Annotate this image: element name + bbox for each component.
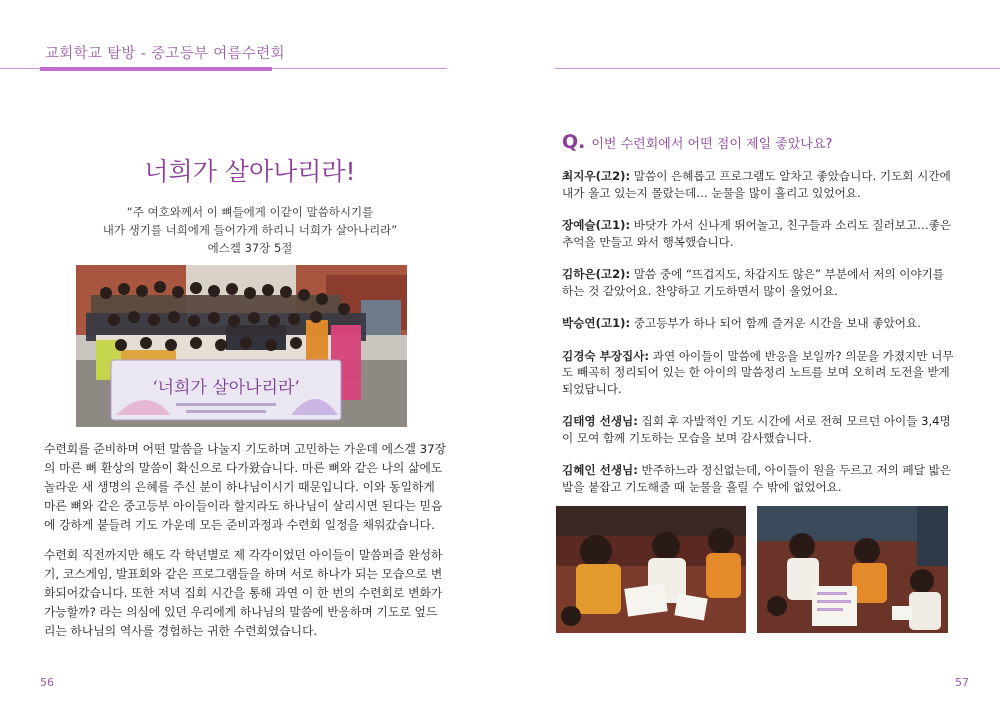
answer-name: 김하은(고2): bbox=[562, 267, 631, 281]
answer-name: 장예슬(고1): bbox=[562, 218, 631, 232]
answer-text: 말씀이 은혜롭고 프로그램도 알차고 좋았습니다. 기도회 시간에 내가 울고 있는지 몰랐는데… 눈물을 많이 흘리고 있었어요. bbox=[562, 169, 951, 200]
body-paragraph-1: 수련회를 준비하며 어떤 말씀을 나눌지 기도하며 고민하는 가운데 에스겔 37장의 마른 뼈 환상의 말씀이 확신으로 다가왔습니다. 마른 뼈와 같은 나의 삶에도 놀라운 새 생명의 은혜를 주신 분이 하나님이시기 때문입니다. 이와 동일하게 마른 뼈와 같은 중고등부 아이들이라 할지라도 하나님이 살리시면 된다는 믿음에 강하게 붙들려 기도 가운데 모든 준비과정과 수련회 일정을 채워갔습니다. bbox=[44, 442, 447, 532]
answer-item bbox=[562, 348, 954, 398]
banner-text: ‘너희가 살아나리라’ bbox=[152, 378, 300, 398]
answer-item bbox=[562, 315, 954, 332]
answer-text: 중고등부가 하나 되어 함께 즐거운 시간을 보내 좋았어요. bbox=[630, 316, 921, 330]
answer-text: 반주하느라 정신없는데, 아이들이 원을 두르고 저의 페달 밟은 발을 붙잡고 기도해줄 때 눈물을 흘릴 수 밖에 없었어요. bbox=[562, 463, 952, 494]
activity-photo-2 bbox=[757, 506, 948, 633]
answer-text: 말씀 중에 “뜨겁지도, 차갑지도 않은” 부분에서 저의 이야기를 하는 것 같았어요. 찬양하고 기도하면서 많이 울었어요. bbox=[562, 267, 945, 298]
scripture-quote bbox=[0, 203, 500, 257]
question-heading bbox=[562, 133, 832, 152]
answer-item bbox=[562, 217, 954, 250]
answer-name: 김태영 선생님: bbox=[562, 414, 638, 428]
scripture-line-1: “주 여호와께서 이 뼈들에게 이같이 말씀하시기를 bbox=[126, 205, 374, 219]
scripture-reference: 에스겔 37장 5절 bbox=[207, 241, 293, 255]
answer-name: 김경숙 부장집사: bbox=[562, 348, 650, 363]
page-number: 56 bbox=[40, 676, 54, 689]
page-number: 57 bbox=[955, 676, 969, 689]
answer-item bbox=[562, 266, 954, 299]
activity-photo-1 bbox=[556, 506, 746, 633]
scripture-line-2: 내가 생기를 너희에게 들어가게 하리니 너희가 살아나리라” bbox=[102, 223, 398, 237]
right-page bbox=[500, 0, 1000, 709]
body-paragraph-2: 수련회 직전까지만 해도 각 학년별로 제 각각이었던 아이들이 말씀퍼즐 완성하기, 코스게임, 발표회와 같은 프로그램들을 하며 서로 하나가 되는 모습으로 변화되어갔습니다. 또한 저녁 집회 시간을 통해 과연 이 한 번의 수련회로 변화가 가능할까? 라는 의심에 있던 우리에게 하나님의 말씀에 반응하며 기도로 엎드리는 하나님의 역사를 경험하는 귀한 수련회였습니다. bbox=[44, 548, 443, 638]
answer-name: 김혜인 선생님: bbox=[562, 463, 638, 477]
answer-name: 최지우(고2): bbox=[562, 169, 631, 183]
article-title: 너희가 살아나리라! bbox=[144, 157, 356, 186]
answer-text: 바닷가 가서 신나게 뛰어놀고, 친구들과 소리도 질러보고…좋은 추억을 만들고 와서 행복했습니다. bbox=[562, 218, 952, 249]
answer-list bbox=[562, 168, 954, 511]
header-title: 교회학교 탐방 - 중고등부 여름수련회 bbox=[45, 46, 285, 62]
answer-text: 집회 후 자발적인 기도 시간에 서로 전혀 모르던 아이들 3,4명이 모여 함께 기도하는 모습을 보며 감사했습니다. bbox=[562, 414, 951, 445]
group-photo bbox=[76, 265, 407, 427]
answer-item bbox=[562, 168, 954, 201]
header-divider bbox=[555, 68, 1000, 69]
question-text: 이번 수련회에서 어떤 점이 제일 좋았나요? bbox=[591, 137, 833, 152]
answer-item bbox=[562, 462, 954, 495]
question-icon: Q. bbox=[562, 131, 586, 153]
answer-name: 박승연(고1): bbox=[562, 316, 631, 330]
header-accent-bar bbox=[40, 67, 272, 71]
answer-item bbox=[562, 413, 954, 446]
answer-text: 과연 아이들이 말씀에 반응을 보일까? 의문을 가졌지만 너무도 빼곡히 정리되어 있는 한 아이의 말씀정리 노트를 보며 오히려 도전을 받게 되었답니다. bbox=[562, 348, 954, 396]
